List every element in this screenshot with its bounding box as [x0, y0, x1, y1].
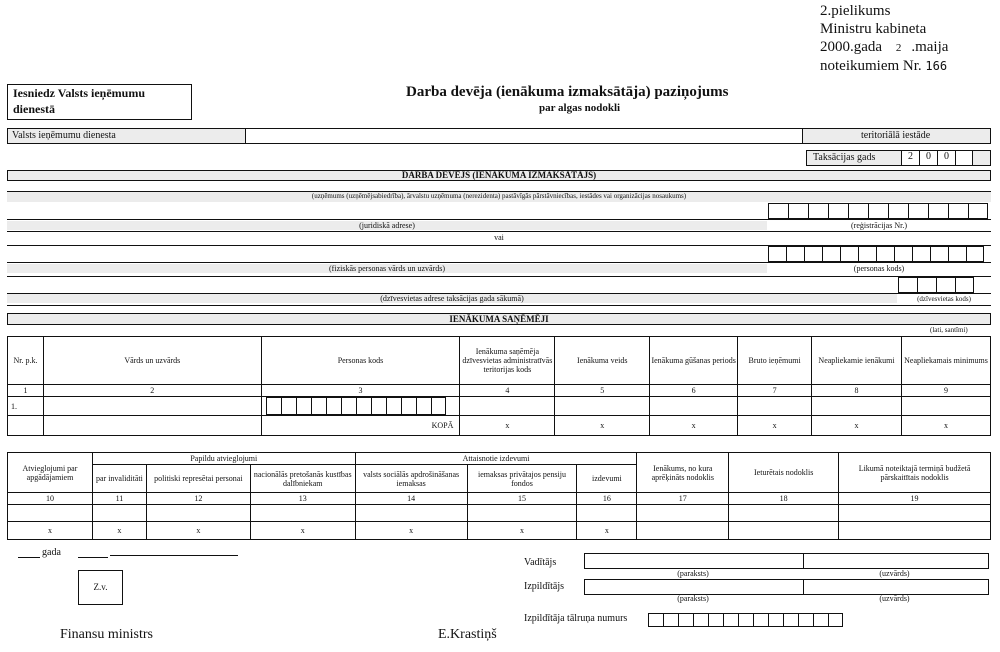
executor-signature-field[interactable] [584, 579, 989, 595]
col-number: 11 [92, 493, 146, 505]
col-territory-header: Ienākuma saņēmēja dzīvesvietas administratīvās teritorijas kods [460, 337, 555, 385]
col11-header: par invaliditāti [92, 465, 146, 493]
tax-year-digit[interactable]: 0 [937, 150, 955, 166]
territorial-office-label: teritoriālā iestāde [861, 130, 931, 141]
x-mark: x [92, 522, 146, 540]
value-cell[interactable] [577, 505, 637, 522]
col14-header: valsts sociālās apdrošināšanas iemaksas [355, 465, 467, 493]
value-cell[interactable] [92, 505, 146, 522]
col-nr-header: Nr. p.k. [8, 337, 44, 385]
col-number: 7 [738, 385, 812, 397]
x-mark: x [555, 416, 650, 436]
submit-line1: Iesniedz Valsts ieņēmumu [13, 86, 146, 100]
recipients-table [7, 336, 991, 436]
col12-header: politiski represētai personai [146, 465, 250, 493]
appendix-rules: noteikumiem Nr. [820, 58, 922, 74]
nontaxable-cell[interactable] [812, 397, 902, 416]
table-row [8, 505, 991, 522]
phone-cells[interactable] [648, 613, 843, 627]
tax-year-digit[interactable]: 0 [919, 150, 937, 166]
appendix-line2: Ministru kabineta [820, 21, 927, 37]
employer-heading: DARBA DEVĒJS (IENĀKUMA IZMAKSĀTĀJS) [401, 170, 597, 180]
head-signature-field[interactable] [584, 553, 989, 569]
col-number: 12 [146, 493, 250, 505]
col-nontaxable-header: Neapliekamie ienākumi [812, 337, 902, 385]
residence-input[interactable] [7, 277, 897, 293]
executor-label: Izpildītājs [524, 581, 564, 592]
col-number: 9 [901, 385, 990, 397]
value-cell[interactable] [146, 505, 250, 522]
appendix-month: .maija [911, 39, 949, 55]
col-number: 2 [43, 385, 261, 397]
gross-cell[interactable] [738, 397, 812, 416]
form-title: Darba devēja (ienākuma izmaksātāja) paziņojums [406, 84, 729, 100]
income-type-cell[interactable] [555, 397, 650, 416]
col15-header: iemaksas privātajos pensiju fondos [467, 465, 577, 493]
stamp-box [78, 570, 123, 605]
legal-address-caption: (juridiskā adrese) [7, 221, 767, 230]
x-mark: x [146, 522, 250, 540]
x-mark: x [738, 416, 812, 436]
x-mark: x [650, 416, 738, 436]
appendix-number: 166 [925, 59, 948, 73]
person-name-input[interactable] [7, 246, 767, 262]
value-cell[interactable] [355, 505, 467, 522]
phone-label: Izpildītāja tālruņa numurs [524, 613, 628, 624]
minister-title: Finansu ministrs [60, 627, 153, 642]
value-cell[interactable] [637, 505, 729, 522]
table-row [8, 397, 991, 416]
head-signature-caption: (paraksts) [677, 569, 709, 578]
col-number: 16 [577, 493, 637, 505]
personal-code-caption: (personas kods) [853, 264, 905, 273]
deductions-table [7, 452, 991, 540]
col-name-header: Vārds un uzvārds [43, 337, 261, 385]
tax-year-digit[interactable] [955, 150, 973, 166]
appendix-line3 [820, 39, 948, 56]
value-cell[interactable] [467, 505, 577, 522]
form-subtitle: par algas nodokli [539, 102, 621, 114]
col-code-header: Personas kods [261, 337, 460, 385]
personal-code-cells[interactable] [768, 246, 984, 262]
recipients-heading: IENĀKUMA SAŅĒMĒJI [449, 314, 549, 324]
x-mark: x [460, 416, 555, 436]
recipient-code-cells[interactable] [266, 397, 446, 415]
person-name-caption: (fiziskās personas vārds un uzvārds) [7, 264, 767, 273]
col-gross-header: Bruto ieņēmumi [738, 337, 812, 385]
employer-heading-bar [7, 170, 991, 181]
x-mark: x [250, 522, 355, 540]
x-mark: x [812, 416, 902, 436]
currency-note: (lati, santīmi) [930, 326, 968, 334]
registration-caption: (reģistrācijas Nr.) [851, 221, 907, 230]
col-income-type-header: Ienākuma veids [555, 337, 650, 385]
appendix-line4 [820, 58, 947, 75]
date-year-label: gada [42, 547, 61, 558]
col19-header: Likumā noteiktajā termiņā budžetā pārskaitītais nodoklis [839, 453, 991, 493]
or-label: vai [494, 233, 504, 242]
residence-code-cells[interactable] [898, 277, 974, 293]
col16-header: izdevumi [577, 465, 637, 493]
residence-code-caption: (dzīvesvietas kods) [917, 295, 971, 303]
col13-header: nacionālās pretošanās kustības dalībniekam [250, 465, 355, 493]
col-number: 3 [261, 385, 460, 397]
x-mark: x [577, 522, 637, 540]
col-number: 13 [250, 493, 355, 505]
row-nr: 1. [8, 397, 44, 416]
head-surname-caption: (uzvārds) [879, 569, 910, 578]
x-mark: x [8, 522, 93, 540]
col-period-header: Ienākuma gūšanas periods [650, 337, 738, 385]
submit-line2: dienestā [13, 102, 55, 116]
head-label: Vadītājs [524, 557, 557, 568]
x-mark: x [355, 522, 467, 540]
employer-name-input[interactable] [7, 203, 767, 219]
value-cell[interactable] [8, 505, 93, 522]
col-number: 4 [460, 385, 555, 397]
minimum-cell[interactable] [901, 397, 990, 416]
name-cell[interactable] [43, 397, 261, 416]
residence-caption: (dzīvesvietas adrese taksācijas gada sākumā) [7, 294, 897, 303]
x-mark: x [901, 416, 990, 436]
value-cell[interactable] [250, 505, 355, 522]
col-number: 17 [637, 493, 729, 505]
x-mark: x [467, 522, 577, 540]
executor-signature-caption: (paraksts) [677, 594, 709, 603]
stamp-label: Z.v. [93, 582, 108, 592]
col17-header: Ienākums, no kura aprēķināts nodoklis [637, 453, 729, 493]
col18-header: Ieturētais nodoklis [729, 453, 839, 493]
col-minimum-header: Neapliekamais minimums [901, 337, 990, 385]
executor-surname-caption: (uzvārds) [879, 594, 910, 603]
col10-header: Atvieglojumi par apgādājamiem [8, 453, 93, 493]
appendix-day: 2 [895, 42, 902, 54]
total-row [8, 416, 991, 436]
total-row [8, 522, 991, 540]
recipients-heading-bar [7, 313, 991, 325]
tax-year-cells[interactable] [901, 150, 973, 166]
appendix-line1: 2.pielikums [820, 3, 891, 19]
total-label: KOPĀ [261, 416, 460, 436]
vid-input[interactable] [245, 128, 803, 144]
appendix-year: 2000.gada [820, 39, 883, 55]
period-cell[interactable] [650, 397, 738, 416]
territory-cell[interactable] [460, 397, 555, 416]
vid-row [7, 128, 991, 144]
col-number: 18 [729, 493, 839, 505]
col-number: 8 [812, 385, 902, 397]
employer-name-caption: (uzņēmums (uzņēmējsabiedrība), ārvalstu uzņēmuma (nerezidenta) pastāvīgās pārstāvniecības, iestādes vai organizācijas nosaukums) [7, 192, 991, 202]
value-cell[interactable] [839, 505, 991, 522]
minister-name: E.Krastiņš [438, 627, 497, 642]
col-number: 6 [650, 385, 738, 397]
col-number: 19 [839, 493, 991, 505]
col-number: 15 [467, 493, 577, 505]
registration-cells[interactable] [768, 203, 988, 219]
extra-relief-header: Papildu atvieglojumi [92, 453, 355, 465]
col-number: 1 [8, 385, 44, 397]
submit-box [7, 84, 192, 120]
value-cell[interactable] [729, 505, 839, 522]
justified-expenses-header: Attaisnotie izdevumi [355, 453, 637, 465]
col-number: 5 [555, 385, 650, 397]
col-number: 14 [355, 493, 467, 505]
vid-label: Valsts ieņēmumu dienesta [12, 130, 116, 141]
col-number: 10 [8, 493, 93, 505]
tax-year-label: Taksācijas gads [813, 152, 876, 163]
tax-year-digit[interactable]: 2 [901, 150, 919, 166]
